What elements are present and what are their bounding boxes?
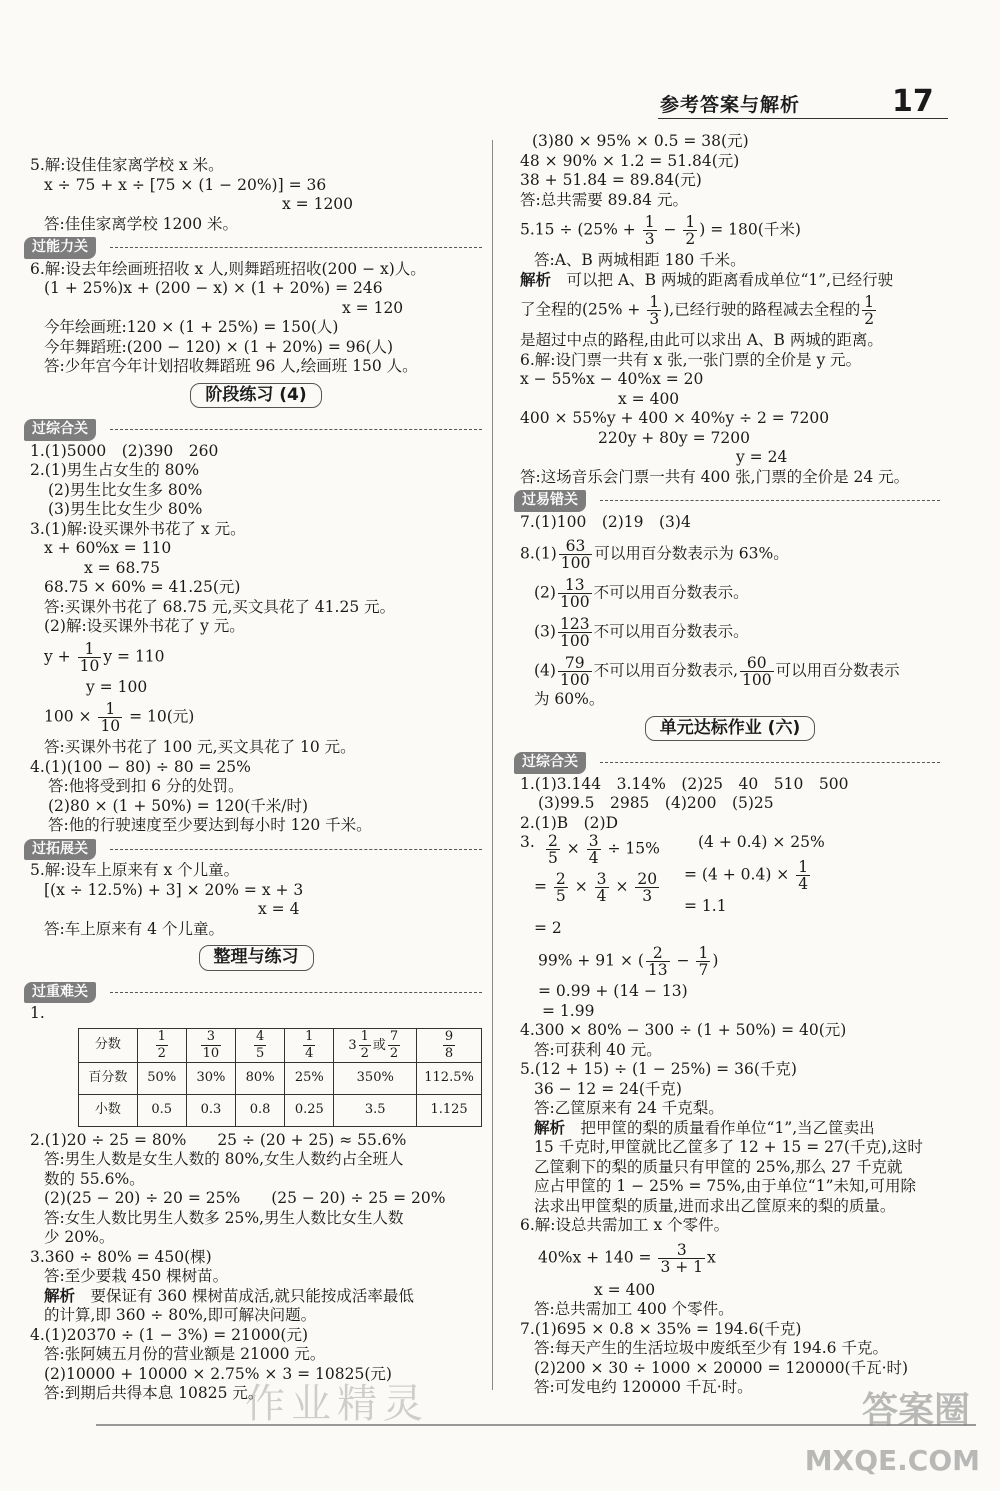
text-line: 6.解:设去年绘画班招收 x 人,则舞蹈班招收(200 − x)人。: [30, 259, 426, 278]
text-line: 38 + 51.84 = 89.84(元): [520, 171, 702, 189]
text-line: 1.(1)3.144 3.14% (2)25 40 510 500: [520, 774, 849, 793]
text-line: 答:到期后共得本息 10825 元。: [44, 1384, 264, 1402]
text-line: 6.解:设门票一共有 x 张,一张门票的全价是 y 元。: [520, 350, 862, 369]
text-line: [(x ÷ 12.5%) + 3] × 20% = x + 3: [44, 880, 304, 899]
watermark-logo: 答案圈: [861, 1390, 970, 1431]
section-tag-row: [30, 836, 482, 862]
text-line: 今年绘画班:120 × (1 + 25%) = 150(人): [44, 318, 339, 336]
analysis-line: 法求出甲筐梨的质量,进而求出乙筐原来的梨的质量。: [534, 1196, 896, 1215]
text-line: 数的 55.6%。: [44, 1169, 145, 1188]
text-line: 答:每天产生的生活垃圾中废纸至少有 194.6 千克。: [534, 1339, 888, 1357]
watermark-url: MXQE.COM: [804, 1444, 980, 1477]
text-line: (2)(25 − 20) ÷ 20 = 25% (25 − 20) ÷ 25 = 20%: [44, 1189, 446, 1207]
section-tag: 过综合关: [514, 752, 586, 774]
table-cell: 3 $\frac{1}{2}$ 或 $\frac{7}{2}$: [334, 1028, 417, 1062]
text-line: 220y + 80y = 7200: [598, 428, 750, 447]
table-cell: $\frac{9}{8}$: [417, 1028, 482, 1062]
analysis-line: 解析 把甲筐的梨的质量看作单位“1”,当乙筐卖出: [534, 1118, 875, 1137]
text-line: 48 × 90% × 1.2 = 51.84(元): [520, 151, 740, 170]
text-line: 5.(12 + 15) ÷ (1 − 25%) = 36(千克): [520, 1060, 797, 1078]
text-line: 2.(1)20 ÷ 25 = 80% 25 ÷ (20 + 25) ≈ 55.6%: [30, 1130, 407, 1149]
section-tag-row: [30, 979, 482, 1005]
text-line: (2)200 × 30 ÷ 1000 × 20000 = 120000(千瓦·时): [534, 1358, 909, 1377]
table-cell: $\frac{1}{4}$: [285, 1028, 334, 1062]
table-cell: 0.8: [236, 1094, 285, 1126]
calc-line: 99% + 91 × ( $\frac{2}{13}$ − $\frac{1}{7}$ ): [538, 944, 719, 979]
text-line: x = 68.75: [84, 558, 160, 577]
fraction-line: (2) $\frac{13}{100}$ 不可以用百分数表示。: [534, 576, 749, 611]
analysis-line: 乙筐剩下的梨的质量只有甲筐的 25%,那么 27 千克就: [534, 1157, 903, 1176]
text-line: 2.(1)男生占女生的 80%: [30, 461, 200, 479]
text-line: (2)10000 + 10000 × 2.75% × 3 = 10825(元): [44, 1364, 392, 1383]
analysis-line: 解析 可以把 A、B 两城的距离看成单位“1”,已经行驶: [520, 270, 894, 289]
column-divider: [492, 140, 493, 1390]
analysis-line: 是超过中点的路程,由此可以求出 A、B 两城的距离。: [520, 331, 883, 349]
table-cell: 3.5: [334, 1094, 417, 1126]
page-header: [600, 84, 990, 128]
text-line: (3)80 × 95% × 0.5 = 38(元): [532, 132, 749, 150]
text-line: x = 400: [618, 389, 680, 408]
text-line: 68.75 × 60% = 41.25(元): [44, 578, 241, 596]
text-line: (2)男生比女生多 80%: [48, 480, 203, 499]
text-line: 答:总共需加工 400 个零件。: [534, 1300, 734, 1318]
text-line: 为 60%。: [534, 690, 605, 708]
text-line: 1.(1)5000 (2)390 260: [30, 441, 219, 460]
bottom-rule: [96, 1424, 976, 1426]
text-line: 少 20%。: [44, 1228, 115, 1246]
section-tag: 过拓展关: [24, 839, 96, 861]
watermark-text: 作业精灵: [245, 1381, 429, 1427]
section-tag: 过重难关: [24, 982, 96, 1004]
section-tag: 过综合关: [24, 419, 96, 441]
text-line: y = 100: [86, 677, 148, 696]
fraction-line: 100 × $\frac{1}{10}$ = 10(元): [44, 700, 195, 735]
text-line: 5.解:设佳佳家离学校 x 米。: [30, 156, 224, 174]
table-cell: 80%: [236, 1062, 285, 1094]
text-line: x + 60%x = 110: [44, 539, 172, 557]
table-row: [79, 1062, 482, 1094]
table-cell: 0.3: [186, 1094, 235, 1126]
text-line: (2)解:设买课外书花了 y 元。: [44, 617, 245, 635]
text-line: x = 1200: [282, 195, 354, 213]
text-line: 答:买课外书花了 68.75 元,买文具花了 41.25 元。: [44, 597, 396, 616]
text-line: 7.(1)695 × 0.8 × 35% = 194.6(千克): [520, 1319, 802, 1338]
text-line: 400 × 55%y + 400 × 40%y ÷ 2 = 7200: [520, 409, 830, 427]
text-line: 今年舞蹈班:(200 − 120) × (1 + 20%) = 96(人): [44, 337, 394, 356]
table-cell: 30%: [186, 1062, 235, 1094]
table-header: 分数: [79, 1028, 138, 1062]
fraction-line: 5.15 ÷ (25% + $\frac{1}{3}$ − $\frac{1}{2}$ ) = 180(千米): [520, 213, 801, 248]
text-line: x = 400: [594, 1280, 656, 1299]
analysis-line: 15 千克时,甲筐就比乙筐多了 12 + 15 = 27(千克),这时: [534, 1138, 923, 1156]
text-line: 答:买课外书花了 100 元,买文具花了 10 元。: [44, 738, 356, 756]
section-tag-row: [520, 487, 940, 513]
table-cell: 112.5%: [417, 1062, 482, 1094]
calc-line: = 1.1: [684, 897, 727, 915]
table-cell: $\frac{4}{5}$: [236, 1028, 285, 1062]
text-line: 2.(1)B (2)D: [520, 813, 619, 832]
calc-line: = 0.99 + (14 − 13): [538, 982, 688, 1000]
section-tag: 过易错关: [514, 490, 586, 512]
text-line: 7.(1)100 (2)19 (3)4: [520, 512, 691, 531]
right-column: [520, 132, 940, 1398]
text-line: x = 120: [342, 298, 404, 317]
table-row: [79, 1028, 482, 1062]
text-line: 1.: [30, 1004, 45, 1022]
analysis-line: 应占甲筐的 1 − 25% = 75%,由于单位“1”未知,可用除: [534, 1177, 916, 1195]
text-line: 4.300 × 80% − 300 ÷ (1 + 50%) = 40(元): [520, 1021, 847, 1039]
text-line: 3.(1)解:设买课外书花了 x 元。: [30, 519, 246, 538]
text-line: (3)男生比女生少 80%: [48, 500, 203, 518]
calc-line: (4 + 0.4) × 25%: [698, 833, 825, 851]
table-cell: $\frac{3}{10}$: [186, 1028, 235, 1062]
table-cell: 1.125: [417, 1094, 482, 1126]
section-tag-row: [520, 749, 940, 775]
text-line: 4.(1)(100 − 80) ÷ 80 = 25%: [30, 757, 251, 776]
fraction-line: (3) $\frac{123}{100}$ 不可以用百分数表示。: [534, 615, 749, 650]
text-line: x = 4: [258, 900, 300, 918]
text-line: 6.解:设总共需加工 x 个零件。: [520, 1216, 730, 1234]
text-line: 答:佳佳家离学校 1200 米。: [44, 214, 239, 233]
section-title: 单元达标作业 (六): [520, 716, 940, 742]
page-number: 17: [892, 84, 934, 119]
fraction-line: 40%x + 140 = $\frac{3}{3 + 1}$ x: [538, 1240, 716, 1276]
text-line: x ÷ 75 + x ÷ [75 × (1 − 20%)] = 36: [44, 175, 327, 194]
text-line: 答:乙筐原来有 24 千克梨。: [534, 1099, 724, 1117]
text-line: y = 24: [736, 448, 788, 466]
conversion-table: [78, 1028, 482, 1127]
table-header: 百分数: [79, 1062, 138, 1094]
text-line: 5.解:设车上原来有 x 个儿童。: [30, 861, 240, 879]
table-header: 小数: [79, 1094, 138, 1126]
table-cell: 50%: [137, 1062, 186, 1094]
text-line: 答:张阿姨五月份的营业额是 21000 元。: [44, 1345, 326, 1363]
calc-line: = (4 + 0.4) × $\frac{1}{4}$: [684, 858, 809, 893]
table-cell: 0.5: [137, 1094, 186, 1126]
analysis-line: 了全程的(25% + $\frac{1}{3}$ ),已经行驶的路程减去全程的 $\frac{1}{2}$: [520, 293, 875, 328]
table-cell: 25%: [285, 1062, 334, 1094]
fraction-line: y + $\frac{1}{10}$ y = 110: [44, 639, 165, 675]
question-number: 3.: [520, 833, 535, 851]
text-line: 答:女生人数比男生人数多 25%,男生人数比女生人数: [44, 1208, 404, 1227]
calc-block: [520, 833, 940, 941]
text-line: 答:他将受到扣 6 分的处罚。: [48, 777, 244, 795]
text-line: (2)80 × (1 + 50%) = 120(千米/时): [48, 796, 309, 815]
section-tag: 过能力关: [24, 237, 96, 259]
text-line: 3.360 ÷ 80% = 450(棵): [30, 1247, 212, 1266]
text-line: 答:可发电约 120000 千瓦·时。: [534, 1378, 753, 1396]
text-line: 答:这场音乐会门票一共有 400 张,门票的全价是 24 元。: [520, 467, 910, 486]
table-cell: 350%: [334, 1062, 417, 1094]
fraction-line: 8.(1) $\frac{63}{100}$ 可以用百分数表示为 63%。: [520, 537, 789, 572]
text-line: 答:男生人数是女生人数的 80%,女生人数约占全班人: [44, 1150, 404, 1168]
section-tag-row: [30, 416, 482, 442]
text-line: 答:至少要栽 450 棵树苗。: [44, 1267, 229, 1285]
table-row: [79, 1094, 482, 1126]
calc-line: = $\frac{2}{5}$ × $\frac{3}{4}$ × $\frac{20}{3}$: [534, 870, 658, 905]
left-column: [30, 156, 482, 1404]
section-title: 整理与练习: [30, 945, 482, 971]
section-title: 阶段练习 (4): [30, 383, 482, 409]
calc-line: = 1.99: [542, 1001, 595, 1020]
text-line: 答:可获利 40 元。: [534, 1040, 662, 1059]
section-tag-row: [30, 234, 482, 260]
calc-line: $\frac{2}{5}$ × $\frac{3}{4}$ ÷ 15%: [548, 832, 660, 867]
text-line: 36 − 12 = 24(千克): [534, 1079, 682, 1098]
text-line: 答:少年宫今年计划招收舞蹈班 96 人,绘画班 150 人。: [44, 357, 418, 375]
text-line: (1 + 25%)x + (200 − x) × (1 + 20%) = 246: [44, 279, 383, 297]
text-line: x − 55%x − 40%x = 20: [520, 370, 704, 388]
text-line: 4.(1)20370 ÷ (1 − 3%) = 21000(元): [30, 1325, 309, 1344]
calc-line: = 2: [534, 919, 562, 937]
text-line: 答:车上原来有 4 个儿童。: [44, 919, 224, 938]
analysis-line: 解析 要保证有 360 棵树苗成活,就只能按成活率最低: [44, 1286, 414, 1305]
text-line: 答:总共需要 89.84 元。: [520, 190, 688, 209]
header-title: 参考答案与解析: [660, 94, 801, 116]
fraction-line: (4) $\frac{79}{100}$ 不可以用百分数表示, $\frac{60}{100}$ 可以用百分数表示: [534, 654, 900, 689]
analysis-line: 的计算,即 360 ÷ 80%,即可解决问题。: [44, 1306, 317, 1324]
text-line: 答:他的行驶速度至少要达到每小时 120 千米。: [48, 816, 372, 834]
text-line: 答:A、B 两城相距 180 千米。: [534, 251, 746, 269]
table-cell: $\frac{1}{2}$: [137, 1028, 186, 1062]
table-cell: 0.25: [285, 1094, 334, 1126]
text-line: (3)99.5 2985 (4)200 (5)25: [538, 794, 774, 812]
